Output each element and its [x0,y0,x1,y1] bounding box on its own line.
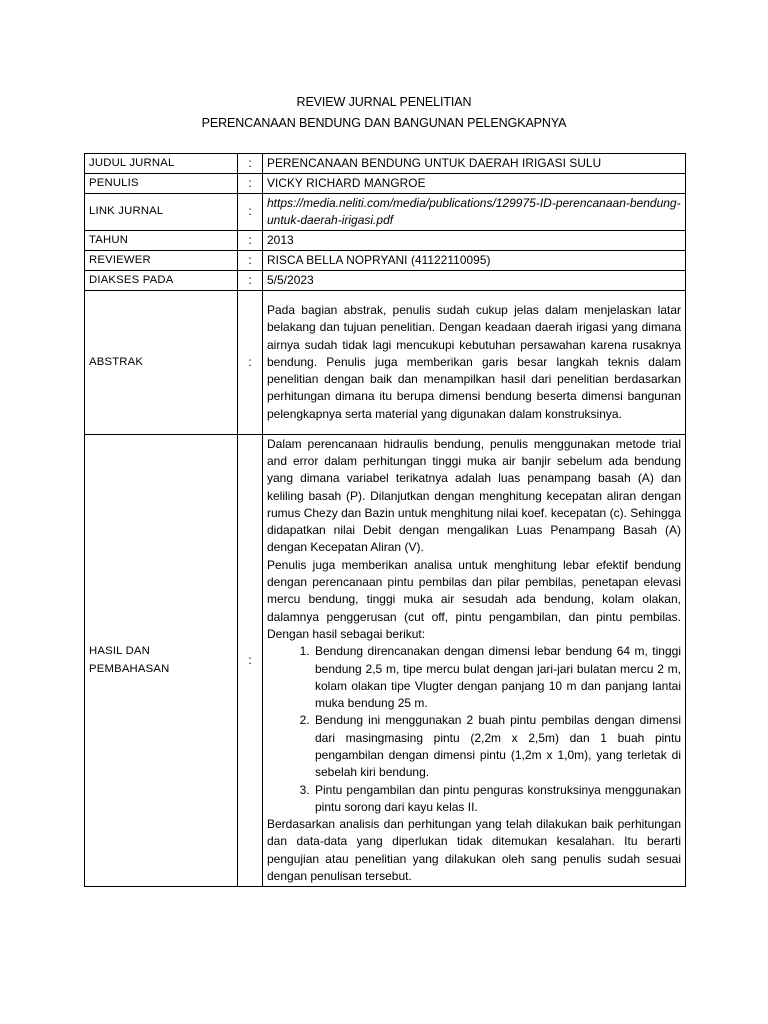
findings-list [267,643,681,816]
colon-separator: : [238,435,263,887]
colon-separator: : [238,291,263,435]
colon-separator: : [238,174,263,194]
link-jurnal[interactable]: https://media.neliti.com/media/publications/129975-ID-perencanaan-bendung-untuk-daerah-irigasi.pdf [263,194,686,231]
label-link-jurnal: LINK JURNAL [85,194,238,231]
document-subtitle: PERENCANAAN BENDUNG DAN BANGUNAN PELENGKAPNYA [201,116,567,130]
label-abstrak: ABSTRAK [85,291,238,435]
label-hasil-line2: PEMBAHASAN [89,662,170,675]
value-abstrak: Pada bagian abstrak, penulis sudah cukup jelas dalam menjelaskan latar belakang dan tujuan penelitian. Dengan keadaan daerah irigasi yang dimana airnya sudah tidak lagi mencukupi kebutuhan persawahan karena rusaknya bendung. Penulis juga memberikan garis besar langkah teknis dalam penelitian dengan baik dan menampilkan hasil dari penelitian berdasarkan perhitungan dimana itu berupa dimensi bendung beserta dimensi bangunan pelengkapnya serta material yang digunakan dalam konstruksinya. [263,291,686,435]
label-judul-jurnal: JUDUL JURNAL [85,154,238,174]
label-hasil-pembahasan [85,435,238,887]
findings-item-2: 2. Bendung ini menggunakan 2 buah pintu pembilas dengan dimensi dari masingmasing pintu (2,2m x 2,5m) dan 1 buah pintu pengambilan dengan dimensi pintu (1,2m x 1,0m), yang terletak di sebelah kiri bendung. [313,712,681,781]
document-title: REVIEW JURNAL PENELITIAN [296,95,472,109]
findings-item-1: 1. Bendung direncanakan dengan dimensi lebar bendung 64 m, tinggi bendung 2,5 m, tipe mercu bulat dengan jari-jari bulatan mercu 2 m, kolam olakan tipe Vlugter dengan panjang 10 m dan panjang lantai muka bendung 25 m. [313,643,681,712]
value-reviewer: RISCA BELLA NOPRYANI (41122110095) [263,251,686,271]
value-diakses-pada: 5/5/2023 [263,271,686,291]
value-judul-jurnal: PERENCANAAN BENDUNG UNTUK DAERAH IRIGASI SULU [263,154,686,174]
label-diakses-pada: DIAKSES PADA [85,271,238,291]
label-reviewer: REVIEWER [85,251,238,271]
row-diakses-pada [85,271,686,291]
value-penulis: VICKY RICHARD MANGROE [263,174,686,194]
hasil-paragraph-3: Berdasarkan analisis dan perhitungan yang telah dilakukan baik perhitungan dan data-data yang diperlukan tidak ditemukan kesalahan. Itu berarti pengujian atau penelitian yang dilakukan oleh sang penulis sudah sesuai dengan penulisan tersebut. [267,817,681,884]
row-judul-jurnal [85,154,686,174]
row-link-jurnal [85,194,686,231]
findings-item-3: 3. Pintu pengambilan dan pintu penguras konstruksinya menggunakan pintu sorong dari kayu kelas II. [313,782,681,817]
value-tahun: 2013 [263,231,686,251]
row-abstrak [85,291,686,435]
colon-separator: : [238,251,263,271]
row-hasil-pembahasan [85,435,686,887]
colon-separator: : [238,194,263,231]
row-reviewer [85,251,686,271]
row-penulis [85,174,686,194]
label-penulis: PENULIS [85,174,238,194]
colon-separator: : [238,231,263,251]
label-tahun: TAHUN [85,231,238,251]
hasil-paragraph-2: Penulis juga memberikan analisa untuk menghitung lebar efektif bendung dengan perencanaan pintu pembilas dan pilar pembilas, penetapan elevasi mercu bendung, tinggi muka air sesudah ada bendung, kolam olakan, dalamnya penggerusan (cut off, pintu pengambilan, dan pintu pembilas. Dengan hasil sebagai berikut: [267,557,681,641]
review-table [84,153,686,887]
colon-separator: : [238,271,263,291]
label-hasil-line1: HASIL DAN [89,645,151,658]
row-tahun [85,231,686,251]
value-hasil-pembahasan [263,435,686,887]
colon-separator: : [238,154,263,174]
hasil-paragraph-1: Dalam perencanaan hidraulis bendung, penulis menggunakan metode trial and error dalam perhitungan tinggi muka air banjir sebelum ada bendung yang dimana variabel terikatnya adalah luas penampang basah (A) dan keliling basah (P). Dilanjutkan dengan menghitung kecepatan aliran dengan rumus Chezy dan Bazin untuk menghitung nilai koef. kecepatan (c). Sehingga didapatkan nilai Debit dengan mengalikan Luas Penampang Basah (A) dengan Kecepatan Aliran (V). [267,436,681,555]
